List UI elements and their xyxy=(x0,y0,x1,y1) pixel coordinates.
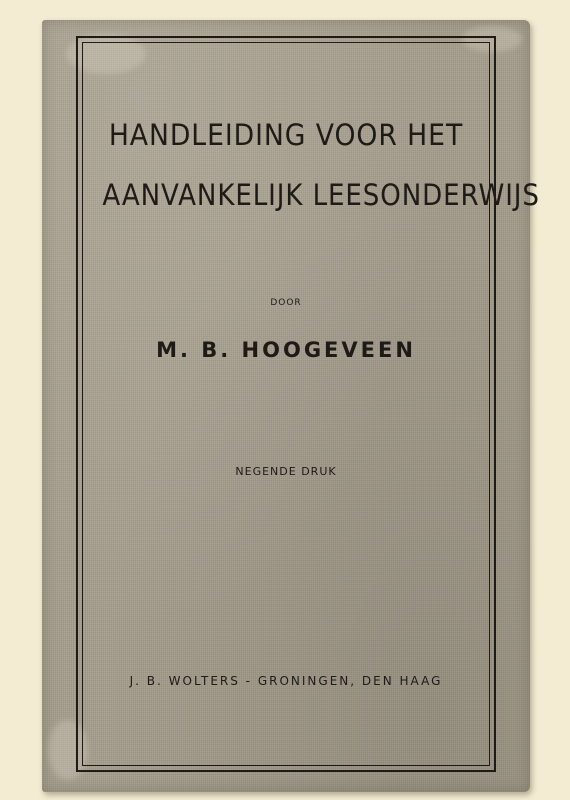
edition-label: NEGENDE DRUK xyxy=(235,465,337,478)
book-cover xyxy=(42,20,540,792)
book-title-line-2: AANVANKELIJK LEESONDERWIJS xyxy=(102,178,540,212)
author-prefix: DOOR xyxy=(270,298,302,308)
publisher-imprint: J. B. WOLTERS - GRONINGEN, DEN HAAG xyxy=(129,674,443,688)
book-title-line-1: HANDLEIDING VOOR HET xyxy=(108,118,464,152)
author-name: M. B. HOOGEVEEN xyxy=(156,338,416,362)
